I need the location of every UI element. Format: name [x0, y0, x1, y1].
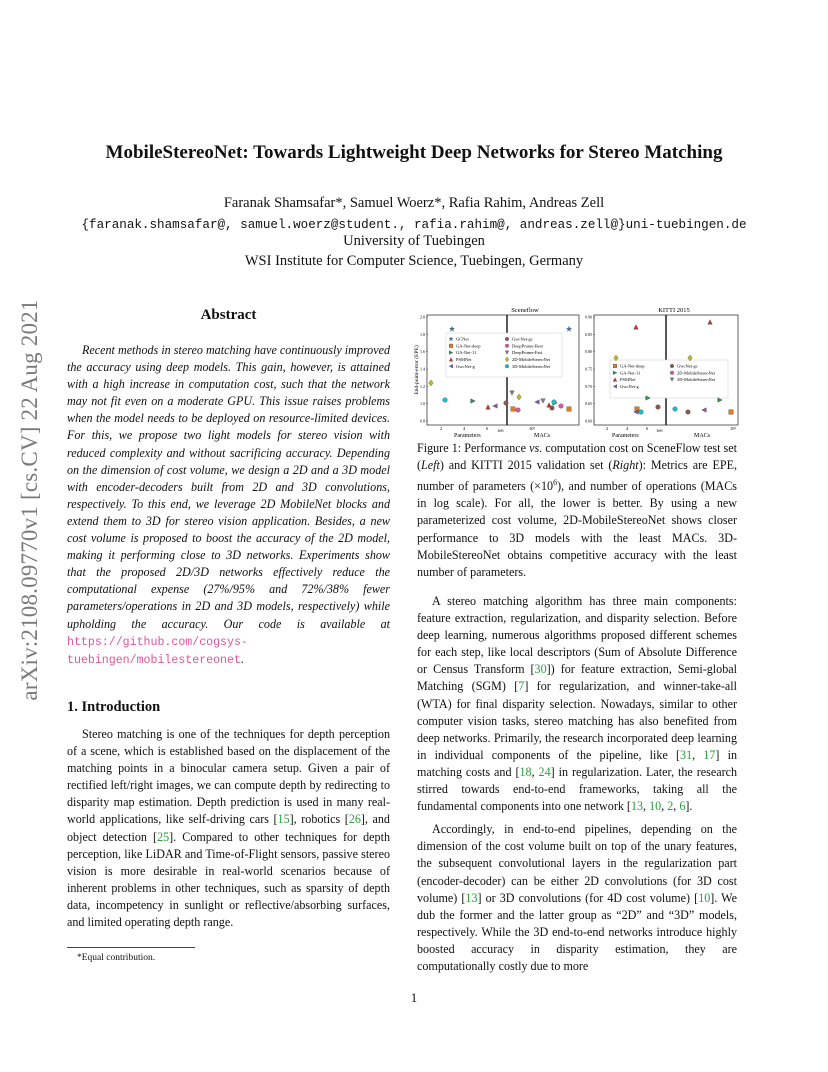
- data-point: [634, 325, 639, 330]
- y-tick: 0.80: [585, 349, 592, 355]
- y-tick: 1.2: [420, 383, 425, 389]
- data-point: [567, 407, 572, 412]
- introduction-text: Stereo matching is one of the techniques for depth perception of a scene, which is established based on the displacement of the matching points in a binocular camera setup. Given a pair of rectified left/right images, we can compute depth by redirecting to disparity map estimation. Depth prediction is used in many real-world applications, like self-driving cars [15], robotics [26], and object detection [25]. Compared to other techniques for depth perception, like LiDAR and Time-of-Flight sensors, passive stereo vision is more desirable in real-world scenarios because of inherent problems in other techniques, such as sparsity of depth data, incompetency in sunlight or reflective/absorbing surfaces, and limited operating depth range.: [67, 727, 390, 930]
- legend-entry: GCNet: [456, 336, 469, 342]
- legend-entry: DeepPruner-Fast: [512, 350, 543, 356]
- citation-link[interactable]: 7: [518, 679, 525, 694]
- arxiv-side-label: arXiv:2108.09770v1 [cs.CV] 22 Aug 2021: [17, 299, 42, 701]
- figure-caption: Figure 1: Performance vs. computation cost on SceneFlow test set (Left) and KITTI 2015 validation set (Right): Metrics are EPE, number of parameters $(\times 10^6)$, and number of operations (MACs in log scale). For all, the lower is better. By using a new parameterized cost volume, 2D-MobileStereoNet shows closer performance to 3D models with the least MACs. 3D-MobileStereoNet obtains competitive accuracy with the least number of parameters.: [417, 441, 738, 579]
- abstract-text: Recent methods in stereo matching have continuously improved the accuracy using deep models. This gain, however, is attained with a high increase in computation cost, such that the network may not fit even on a moderate GPU. This issue raises problems when the model needs to be deployed on resource-limited devices. For this, we propose two light models for stereo vision with reduced complexity and without sacrificing accuracy. Depending on the dimension of cost volume, we design a 2D and a 3D model with encoder-decoders built from 2D and 3D convolutions, respectively. To this end, we leverage 2D MobileNet blocks and extend them to 3D for stereo vision application. Besides, a new cost volume is proposed to boost the accuracy of the 2D model, making it performing close to 3D networks. Experiments show that the proposed 2D/3D networks effectively reduce the computational expense (27%/95% and 72%/38% fewer parameters/operations in 2D and 3D models, respectively) while upholding the accuracy. Our code is available at https://github.com/cogsys-tuebingen/mobilestereonet.: [67, 343, 390, 667]
- y-tick: 0.75: [585, 366, 592, 372]
- citation-link[interactable]: 17: [703, 747, 716, 762]
- data-point: [670, 364, 674, 368]
- y-tick: 2.0: [420, 314, 425, 320]
- affiliation-institute: WSI Institute for Computer Science, Tuebingen, Germany: [244, 253, 584, 269]
- x-ticks: [440, 426, 536, 433]
- citation-link[interactable]: 13: [465, 890, 478, 905]
- citation-link[interactable]: 25: [157, 829, 170, 844]
- citation-link[interactable]: 30: [534, 662, 547, 677]
- legend-entry: GwcNet-g: [620, 384, 639, 389]
- y-tick: 1.0: [420, 401, 425, 407]
- legend-entry: GwcNet-g: [456, 363, 475, 369]
- y-tick: 1.4: [420, 366, 425, 372]
- footnote-rule: [67, 947, 195, 948]
- abstract-heading: Abstract: [200, 307, 257, 323]
- x-axis-label: Parameters: [454, 433, 481, 438]
- data-point: [504, 401, 509, 406]
- x-tick: 4: [463, 426, 466, 431]
- x-tick: 6: [486, 426, 489, 431]
- citation-link[interactable]: 15: [277, 812, 290, 827]
- legend-entry: PSMNet: [620, 377, 636, 383]
- x-ticks: [606, 426, 737, 433]
- y-tick: 0.8: [420, 418, 425, 424]
- data-point: [505, 364, 509, 368]
- legend-entry: GA-Net-11: [620, 370, 641, 376]
- citation-link[interactable]: 10: [698, 890, 711, 905]
- data-point: [729, 410, 734, 415]
- paper-title: MobileStereoNet: Towards Lightweight Deep Networks for Stereo Matching: [105, 142, 723, 163]
- data-point: [505, 337, 509, 341]
- data-point: [486, 405, 491, 410]
- citation-link[interactable]: 26: [348, 812, 361, 827]
- x-tick: 10²: [529, 426, 535, 431]
- data-point: [535, 400, 540, 405]
- x-axis-label: MACs: [534, 433, 551, 438]
- data-point: [566, 326, 571, 331]
- x-unit: 1e6: [497, 428, 504, 433]
- data-point: [517, 394, 522, 400]
- legend-entry: 3D-MobileStereoNet: [677, 377, 715, 383]
- citation-link[interactable]: 24: [538, 764, 551, 779]
- data-point: [639, 410, 644, 415]
- y-tick: 1.6: [420, 349, 425, 355]
- legend-entry: 3D-MobileStereoNet: [512, 363, 550, 369]
- citation-link[interactable]: 6: [679, 799, 686, 814]
- chart-title: Sceneflow: [511, 307, 539, 314]
- legend-entry: GA-Net-deep: [456, 343, 481, 349]
- y-tick: 0.90: [585, 314, 592, 320]
- citation-link[interactable]: 2: [667, 799, 674, 814]
- citation-link[interactable]: 13: [630, 799, 644, 814]
- data-point: [613, 364, 617, 368]
- data-point: [656, 405, 661, 410]
- legend-entry: GA-Net-11: [456, 350, 477, 356]
- y-ticks: [585, 315, 595, 424]
- section-heading-introduction: 1. Introduction: [67, 699, 161, 715]
- x-unit: 1e6: [656, 428, 663, 433]
- x-tick: 4: [626, 426, 629, 431]
- data-point: [511, 407, 516, 412]
- data-point: [718, 398, 723, 403]
- legend-entry: PSMNet: [456, 357, 472, 362]
- x-tick: 10³: [730, 426, 736, 431]
- y-tick: 1.8: [420, 331, 425, 337]
- figure-1: [412, 302, 740, 438]
- x-tick: 6: [646, 426, 649, 431]
- y-axis-label: End-point-error (EPE): [414, 345, 420, 395]
- x-axis-label: MACs: [694, 433, 711, 438]
- data-point: [559, 404, 564, 409]
- data-point: [429, 380, 434, 386]
- legend-entry: DeepPruner-Best: [512, 343, 543, 349]
- affiliation-university: University of Tuebingen: [343, 233, 485, 249]
- right-column-text: A stereo matching algorithm has three main components: feature extraction, regularization, and disparity selection. Before deep learning, numerous algorithms proposed different schemes for each step, like local descriptors (Sum of Absolute Difference or Census Transform [30]) for feature extraction, Semi-global Matching (SGM) [7] for regularization, and winner-take-all (WTA) for final disparity selection. Nowadays, similar to other computer vision tasks, stereo matching has also benefited from deep networks. Primarily, the research incorporated deep learning in individual components of the pipeline, like [31, 17] in matching costs and [18, 24] in regularization. Later, the research stirred towards end-to-end frameworks, taking all the fundamental components into one network [13, 10, 2, 6]. Accordingly, in end-to-end pipelines, depending on the dimension of the cost volume built on top of the unary features, the subsequent convolutional layers in the regularization part (encoder-decoder) can be either 2D convolutions (for 3D cost volume) [13] or 3D convolutions (for 4D cost volume) [10]. We dub the former and the latter group as “2D” and “3D” models, respectively. While the 3D end-to-end networks introduce highly boosted accuracy in disparity estimation, they are computationally costly due to more: [417, 594, 738, 973]
- x-axis-label: Parameters: [612, 433, 639, 438]
- legend-entry: 2D-MobileStereoNet: [512, 357, 550, 362]
- figure-1-svg: [412, 302, 740, 438]
- data-point: [552, 400, 557, 405]
- legend-entry: GwcNet-gc: [677, 363, 698, 369]
- data-point: [541, 399, 546, 404]
- data-point: [449, 326, 454, 331]
- citation-link[interactable]: 18: [519, 764, 532, 779]
- citation-link[interactable]: 31: [680, 747, 693, 762]
- y-tick: 0.65: [585, 401, 592, 407]
- data-point: [516, 408, 521, 413]
- x-tick: 2: [606, 426, 609, 431]
- footnote: *Equal contribution.: [77, 953, 156, 963]
- code-link[interactable]: https://github.com/cogsys-tuebingen/mobilestereonet: [67, 635, 248, 667]
- data-point: [708, 320, 713, 325]
- legend-entry: 2D-MobileStereoNet: [677, 370, 715, 376]
- y-tick: 0.70: [585, 383, 592, 389]
- data-point: [443, 398, 448, 403]
- chart-title: KITTI 2015: [658, 307, 690, 314]
- data-point: [670, 371, 674, 375]
- emails: {faranak.shamsafar@, samuel.woerz@student., rafia.rahim@, andreas.zell@}uni-tuebingen.de: [81, 218, 747, 232]
- y-tick: 0.60: [585, 418, 592, 424]
- x-tick: 2: [440, 426, 443, 431]
- data-point: [686, 410, 691, 415]
- data-point: [702, 408, 707, 413]
- data-point: [449, 344, 453, 348]
- data-point: [493, 404, 498, 409]
- data-point: [673, 407, 678, 412]
- data-point: [471, 399, 476, 404]
- legend-entry: GA-Net-deep: [620, 363, 645, 369]
- data-point: [510, 391, 515, 396]
- data-point: [505, 344, 509, 348]
- y-tick: 0.85: [585, 331, 592, 337]
- page-number: 1: [410, 990, 418, 1005]
- data-point: [550, 406, 555, 411]
- citation-link[interactable]: 10: [649, 799, 662, 814]
- legend-entry: GwcNet-gc: [512, 336, 533, 342]
- authors: Faranak Shamsafar*, Samuel Woerz*, Rafia Rahim, Andreas Zell: [223, 195, 605, 211]
